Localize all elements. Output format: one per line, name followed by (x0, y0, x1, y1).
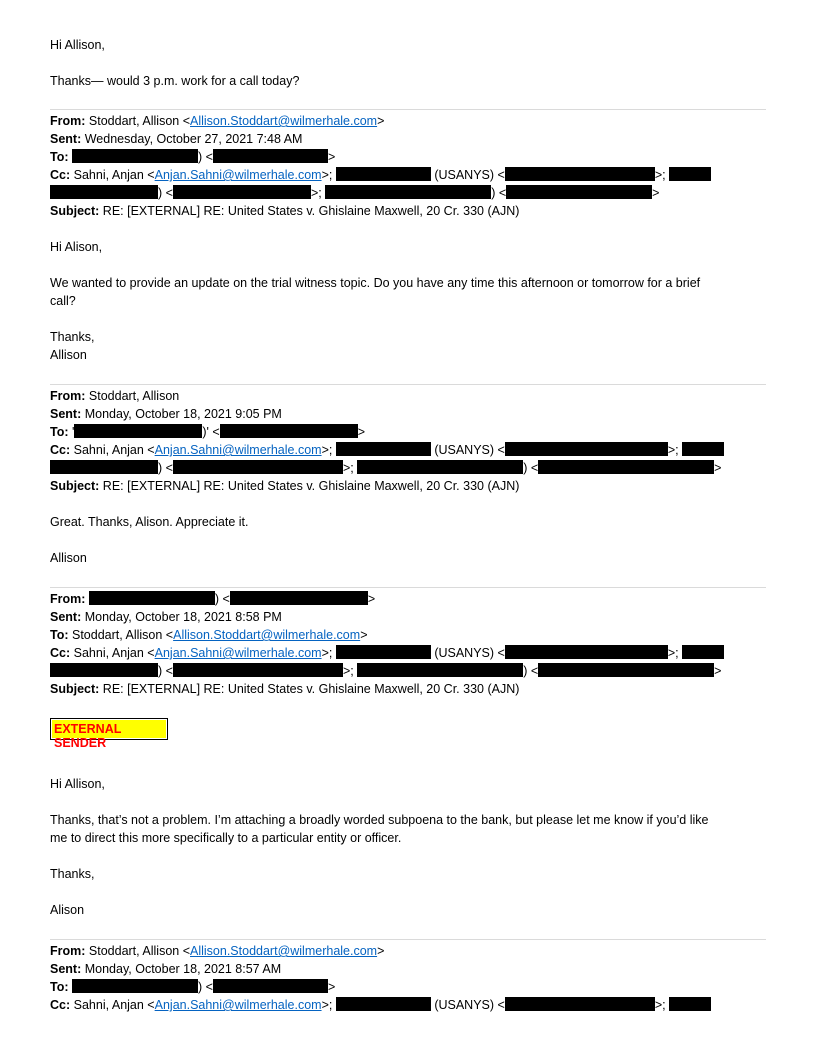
redaction-block (230, 591, 368, 605)
redaction-block (50, 460, 158, 474)
email1-from-line: From: Stoddart, Allison <Allison.Stoddart@wilmerhale.com> (50, 114, 385, 128)
email3-to-line: To: Stoddart, Allison <Allison.Stoddart@wilmerhale.com> (50, 628, 368, 642)
redaction-block (74, 424, 202, 438)
email3-closing: Thanks, (50, 867, 95, 881)
redaction-block (72, 979, 198, 993)
redaction-block (220, 424, 358, 438)
email4-cc-line: Cc: Sahni, Anjan <Anjan.Sahni@wilmerhale.com>; (USANYS) < >; (50, 996, 711, 1014)
redaction-block (89, 591, 215, 605)
redaction-block (213, 979, 328, 993)
email2-cc-line-2: ) < >; ) < > (50, 459, 721, 477)
email1-to-line: To: ) < > (50, 150, 336, 164)
email1-body-line2: call? (50, 294, 76, 308)
email1-signature: Allison (50, 348, 87, 362)
email1-cc-link[interactable]: Anjan.Sahni@wilmerhale.com (154, 168, 322, 182)
email2-sent-line: Sent: Monday, October 18, 2021 9:05 PM (50, 407, 282, 421)
email3-cc-line: Cc: Sahni, Anjan <Anjan.Sahni@wilmerhale.com>; (USANYS) < >; (50, 644, 724, 662)
email1-cc-line-2: ) < >; ) < > (50, 184, 659, 202)
email3-cc-link[interactable]: Anjan.Sahni@wilmerhale.com (154, 646, 322, 660)
email1-sent-line: Sent: Wednesday, October 27, 2021 7:48 AM (50, 132, 303, 146)
redaction-block (505, 167, 655, 181)
email3-subject-line: Subject: RE: [EXTERNAL] RE: United States v. Ghislaine Maxwell, 20 Cr. 330 (AJN) (50, 682, 520, 696)
email1-subject-line: Subject: RE: [EXTERNAL] RE: United States v. Ghislaine Maxwell, 20 Cr. 330 (AJN) (50, 204, 520, 218)
redaction-block (682, 645, 724, 659)
email2-from-line: From: Stoddart, Allison (50, 389, 180, 403)
email3-to-link[interactable]: Allison.Stoddart@wilmerhale.com (173, 628, 361, 642)
email4-sent-line: Sent: Monday, October 18, 2021 8:57 AM (50, 962, 282, 976)
redaction-block (357, 663, 523, 677)
redaction-block (506, 185, 652, 199)
email3-body-line2: me to direct this more specifically to a particular entity or officer. (50, 831, 402, 845)
separator (50, 384, 766, 385)
email1-greeting: Hi Alison, (50, 240, 103, 254)
redaction-block (213, 149, 328, 163)
separator (50, 939, 766, 940)
email2-cc-line: Cc: Sahni, Anjan <Anjan.Sahni@wilmerhale.com>; (USANYS) < >; (50, 441, 724, 459)
redaction-block (50, 185, 158, 199)
email3-from-line: From: ) < > (50, 592, 376, 606)
redaction-block (173, 460, 343, 474)
external-sender-label: EXTERNAL SENDER (54, 722, 122, 750)
email2-signature: Allison (50, 551, 87, 565)
email3-body-line1: Thanks, that’s not a problem. I’m attaching a broadly worded subpoena to the bank, but please let me know if you’d like (50, 813, 709, 827)
redaction-block (669, 997, 711, 1011)
intro-body: Thanks— would 3 p.m. work for a call today? (50, 74, 300, 88)
email2-cc-link[interactable]: Anjan.Sahni@wilmerhale.com (154, 443, 322, 457)
redaction-block (682, 442, 724, 456)
email1-from-link[interactable]: Allison.Stoddart@wilmerhale.com (190, 114, 378, 128)
redaction-block (50, 663, 158, 677)
external-sender-banner (50, 718, 168, 750)
separator (50, 587, 766, 588)
email3-signature: Alison (50, 903, 85, 917)
redaction-block (538, 663, 714, 677)
redaction-block (72, 149, 198, 163)
email2-subject-line: Subject: RE: [EXTERNAL] RE: United States v. Ghislaine Maxwell, 20 Cr. 330 (AJN) (50, 479, 520, 493)
redaction-block (505, 645, 668, 659)
redaction-block (336, 167, 431, 181)
email4-cc-link[interactable]: Anjan.Sahni@wilmerhale.com (154, 998, 322, 1012)
email4-from-line: From: Stoddart, Allison <Allison.Stoddart@wilmerhale.com> (50, 944, 385, 958)
email2-body: Great. Thanks, Alison. Appreciate it. (50, 515, 249, 529)
redaction-block (336, 997, 431, 1011)
intro-greeting: Hi Allison, (50, 38, 105, 52)
redaction-block (669, 167, 711, 181)
email3-greeting: Hi Allison, (50, 777, 105, 791)
email4-to-line: To: ) < > (50, 980, 336, 994)
email3-cc-line-2: ) < >; ) < > (50, 662, 721, 680)
redaction-block (505, 442, 668, 456)
redaction-block (173, 663, 343, 677)
email3-sent-line: Sent: Monday, October 18, 2021 8:58 PM (50, 610, 282, 624)
redaction-block (325, 185, 491, 199)
email1-closing: Thanks, (50, 330, 95, 344)
email1-body-line1: We wanted to provide an update on the trial witness topic. Do you have any time this afternoon or tomorrow for a brief (50, 276, 701, 290)
redaction-block (336, 645, 431, 659)
email4-from-link[interactable]: Allison.Stoddart@wilmerhale.com (190, 944, 378, 958)
redaction-block (505, 997, 655, 1011)
email1-cc-line: Cc: Sahni, Anjan <Anjan.Sahni@wilmerhale.com>; (USANYS) < >; (50, 166, 711, 184)
separator (50, 109, 766, 110)
redaction-block (173, 185, 311, 199)
redaction-block (336, 442, 431, 456)
redaction-block (357, 460, 523, 474)
redaction-block (538, 460, 714, 474)
email2-to-line: To: ' )' < > (50, 425, 366, 439)
